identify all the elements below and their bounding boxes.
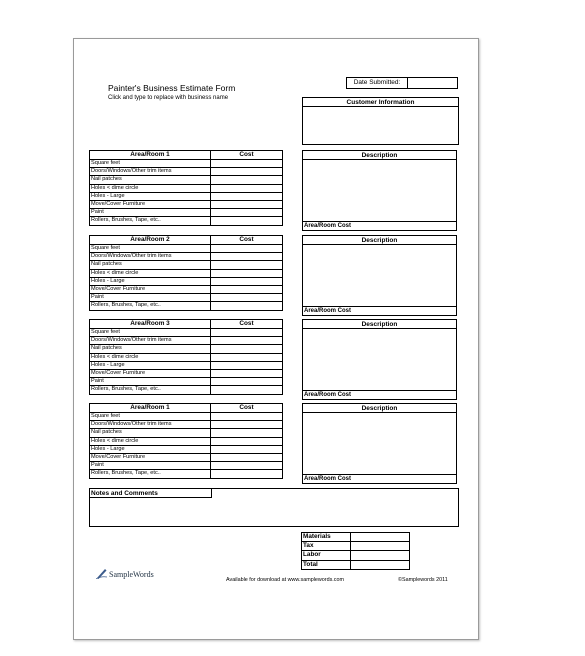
- description-box[interactable]: [302, 235, 457, 316]
- area-room-header: Area/Room 1: [90, 404, 211, 413]
- line-item-cost-field[interactable]: [211, 168, 283, 176]
- table-row: [90, 437, 283, 445]
- line-item-cost-field[interactable]: [211, 294, 283, 302]
- copyright-text: ©Samplewords 2011: [398, 577, 448, 583]
- totals-label: Materials: [302, 533, 351, 542]
- line-item-cost-field[interactable]: [211, 454, 283, 462]
- notes-label: Notes and Comments: [90, 489, 212, 498]
- form-page: [73, 38, 479, 640]
- totals-label: Labor: [302, 551, 351, 560]
- line-item-cost-field[interactable]: [211, 176, 283, 184]
- area-room-table: [89, 235, 283, 311]
- line-item-label: Paint: [90, 209, 211, 217]
- table-row: [90, 261, 283, 269]
- line-item-label: Rollers, Brushes, Tape, etc..: [90, 217, 211, 225]
- table-row: [90, 286, 283, 294]
- totals-label: Tax: [302, 542, 351, 551]
- date-submitted-field[interactable]: [408, 78, 457, 88]
- line-item-cost-field[interactable]: [211, 345, 283, 353]
- line-item-cost-field[interactable]: [211, 462, 283, 470]
- table-row: [90, 209, 283, 217]
- table-row: [90, 176, 283, 184]
- line-item-cost-field[interactable]: [211, 201, 283, 209]
- customer-information-field[interactable]: [303, 107, 458, 143]
- line-item-cost-field[interactable]: [211, 253, 283, 261]
- line-item-cost-field[interactable]: [211, 353, 283, 361]
- totals-row: [302, 542, 410, 551]
- table-row: [90, 329, 283, 337]
- table-row: [90, 462, 283, 470]
- line-item-label: Nail patches: [90, 429, 211, 437]
- totals-label: Total: [302, 560, 351, 569]
- date-submitted-box: [346, 77, 458, 89]
- table-row: [90, 269, 283, 277]
- area-room-table: [89, 319, 283, 395]
- description-header: Description: [303, 151, 456, 160]
- area-room-header: Area/Room 3: [90, 320, 211, 329]
- totals-row: [302, 560, 410, 569]
- line-item-cost-field[interactable]: [211, 329, 283, 337]
- line-item-label: Square feet: [90, 329, 211, 337]
- line-item-cost-field[interactable]: [211, 413, 283, 421]
- area-room-table: [89, 150, 283, 226]
- notes-box: [89, 488, 459, 527]
- line-item-label: Nail patches: [90, 345, 211, 353]
- table-row: [90, 421, 283, 429]
- line-item-label: Nail patches: [90, 176, 211, 184]
- line-item-label: Doors/Windows/Other trim items: [90, 168, 211, 176]
- area-room-table: [89, 403, 283, 479]
- line-item-label: Move/Cover Furniture: [90, 370, 211, 378]
- line-item-cost-field[interactable]: [211, 337, 283, 345]
- table-row: [90, 454, 283, 462]
- samplewords-logo: [96, 567, 154, 579]
- table-row: [90, 294, 283, 302]
- table-row: [90, 201, 283, 209]
- totals-table: [301, 532, 410, 570]
- line-item-cost-field[interactable]: [211, 361, 283, 369]
- line-item-label: Holes - Large: [90, 445, 211, 453]
- table-row: [90, 277, 283, 285]
- table-row: [90, 253, 283, 261]
- line-item-cost-field[interactable]: [211, 378, 283, 386]
- totals-value-field[interactable]: [351, 542, 410, 551]
- line-item-label: Holes < dime circle: [90, 353, 211, 361]
- totals-value-field[interactable]: [351, 551, 410, 560]
- totals-row: [302, 533, 410, 542]
- line-item-label: Rollers, Brushes, Tape, etc..: [90, 386, 211, 394]
- available-download-text: Available for download at www.samplewords.com: [226, 577, 344, 583]
- area-room-cost-label: Area/Room Cost: [303, 474, 456, 483]
- line-item-cost-field[interactable]: [211, 209, 283, 217]
- description-box[interactable]: [302, 150, 457, 231]
- table-row: [90, 429, 283, 437]
- table-row: [90, 445, 283, 453]
- line-item-label: Move/Cover Furniture: [90, 201, 211, 209]
- table-row: [90, 413, 283, 421]
- customer-information-header: Customer Information: [303, 98, 458, 107]
- description-header: Description: [303, 236, 456, 245]
- line-item-label: Holes < dime circle: [90, 184, 211, 192]
- line-item-cost-field[interactable]: [211, 261, 283, 269]
- line-item-cost-field[interactable]: [211, 277, 283, 285]
- table-row: [90, 184, 283, 192]
- line-item-label: Holes - Large: [90, 361, 211, 369]
- table-row: [90, 160, 283, 168]
- form-title: Painter's Business Estimate Form: [108, 83, 236, 93]
- totals-value-field[interactable]: [351, 533, 410, 542]
- description-header: Description: [303, 320, 456, 329]
- line-item-label: Holes < dime circle: [90, 269, 211, 277]
- line-item-label: Rollers, Brushes, Tape, etc..: [90, 470, 211, 478]
- line-item-cost-field[interactable]: [211, 421, 283, 429]
- table-row: [90, 370, 283, 378]
- line-item-cost-field[interactable]: [211, 286, 283, 294]
- area-room-header: Area/Room 2: [90, 236, 211, 245]
- table-row: [90, 302, 283, 310]
- line-item-label: Move/Cover Furniture: [90, 286, 211, 294]
- pen-icon: [96, 567, 108, 579]
- table-row: [90, 337, 283, 345]
- description-box[interactable]: [302, 319, 457, 400]
- date-submitted-label: Date Submitted:: [347, 78, 408, 88]
- cost-header: Cost: [211, 151, 283, 160]
- line-item-cost-field[interactable]: [211, 217, 283, 225]
- line-item-label: Rollers, Brushes, Tape, etc..: [90, 302, 211, 310]
- line-item-label: Holes - Large: [90, 277, 211, 285]
- line-item-label: Doors/Windows/Other trim items: [90, 421, 211, 429]
- logo-text: SampleWords: [109, 570, 154, 579]
- line-item-cost-field[interactable]: [211, 445, 283, 453]
- line-item-cost-field[interactable]: [211, 245, 283, 253]
- line-item-cost-field[interactable]: [211, 470, 283, 478]
- table-row: [90, 470, 283, 478]
- table-row: [90, 361, 283, 369]
- table-row: [90, 386, 283, 394]
- cost-header: Cost: [211, 404, 283, 413]
- table-row: [90, 378, 283, 386]
- line-item-cost-field[interactable]: [211, 184, 283, 192]
- line-item-cost-field[interactable]: [211, 160, 283, 168]
- line-item-cost-field[interactable]: [211, 386, 283, 394]
- totals-value-field[interactable]: [351, 560, 410, 569]
- cost-header: Cost: [211, 320, 283, 329]
- cost-header: Cost: [211, 236, 283, 245]
- area-room-cost-label: Area/Room Cost: [303, 221, 456, 230]
- line-item-label: Holes - Large: [90, 192, 211, 200]
- area-room-cost-label: Area/Room Cost: [303, 306, 456, 315]
- line-item-cost-field[interactable]: [211, 437, 283, 445]
- line-item-label: Square feet: [90, 413, 211, 421]
- totals-row: [302, 551, 410, 560]
- line-item-cost-field[interactable]: [211, 370, 283, 378]
- line-item-label: Move/Cover Furniture: [90, 454, 211, 462]
- line-item-cost-field[interactable]: [211, 269, 283, 277]
- business-name-placeholder[interactable]: Click and type to replace with business name: [108, 95, 229, 101]
- customer-information-box: [302, 97, 459, 145]
- area-room-cost-label: Area/Room Cost: [303, 390, 456, 399]
- table-row: [90, 345, 283, 353]
- table-row: [90, 192, 283, 200]
- line-item-label: Paint: [90, 462, 211, 470]
- table-row: [90, 353, 283, 361]
- line-item-label: Square feet: [90, 160, 211, 168]
- line-item-cost-field[interactable]: [211, 302, 283, 310]
- table-row: [90, 217, 283, 225]
- line-item-label: Doors/Windows/Other trim items: [90, 337, 211, 345]
- line-item-cost-field[interactable]: [211, 429, 283, 437]
- line-item-label: Nail patches: [90, 261, 211, 269]
- line-item-label: Square feet: [90, 245, 211, 253]
- description-box[interactable]: [302, 403, 457, 484]
- line-item-label: Paint: [90, 294, 211, 302]
- notes-field[interactable]: [90, 498, 458, 525]
- table-row: [90, 168, 283, 176]
- line-item-label: Paint: [90, 378, 211, 386]
- line-item-label: Doors/Windows/Other trim items: [90, 253, 211, 261]
- description-header: Description: [303, 404, 456, 413]
- line-item-label: Holes < dime circle: [90, 437, 211, 445]
- table-row: [90, 245, 283, 253]
- area-room-header: Area/Room 1: [90, 151, 211, 160]
- line-item-cost-field[interactable]: [211, 192, 283, 200]
